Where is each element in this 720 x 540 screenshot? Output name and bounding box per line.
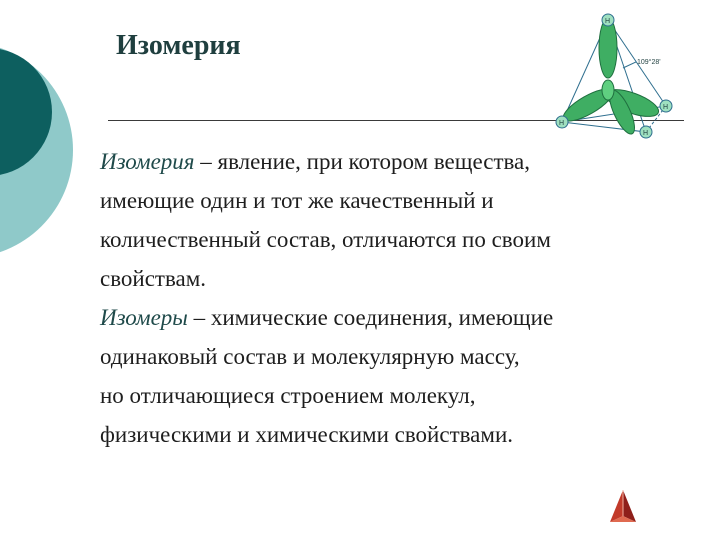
definition-line: – явление, при котором вещества, [194,149,531,174]
pyramid-next-icon[interactable] [608,488,638,524]
definition-line: но отличающиеся строением молекул, [100,383,476,408]
definition-text [100,142,690,454]
definition-line: одинаковый состав и молекулярную массу, [100,344,520,369]
atom-label: H [559,120,565,127]
atom-label: H [605,18,611,25]
definition-line: – химические соединения, имеющие [187,305,554,330]
atom-label: H [643,130,649,137]
bond-angle-label: 109°28' [637,59,661,66]
definition-line: физическими и химическими свойствами. [100,422,514,447]
methane-orbital-image [548,10,683,140]
definition-line: количественный состав, отличаются по своим [100,227,551,252]
isomers-definition [100,298,690,454]
term-isomers: Изомеры [100,305,188,330]
term-isomerism: Изомерия [100,149,195,174]
angle-arc [623,62,636,68]
atom-label: H [663,104,669,111]
isomerism-definition [100,142,690,298]
slide-title: Изомерия [116,30,241,61]
definition-line: имеющие один и тот же качественный и [100,188,494,213]
definition-line: свойствам. [100,266,207,291]
